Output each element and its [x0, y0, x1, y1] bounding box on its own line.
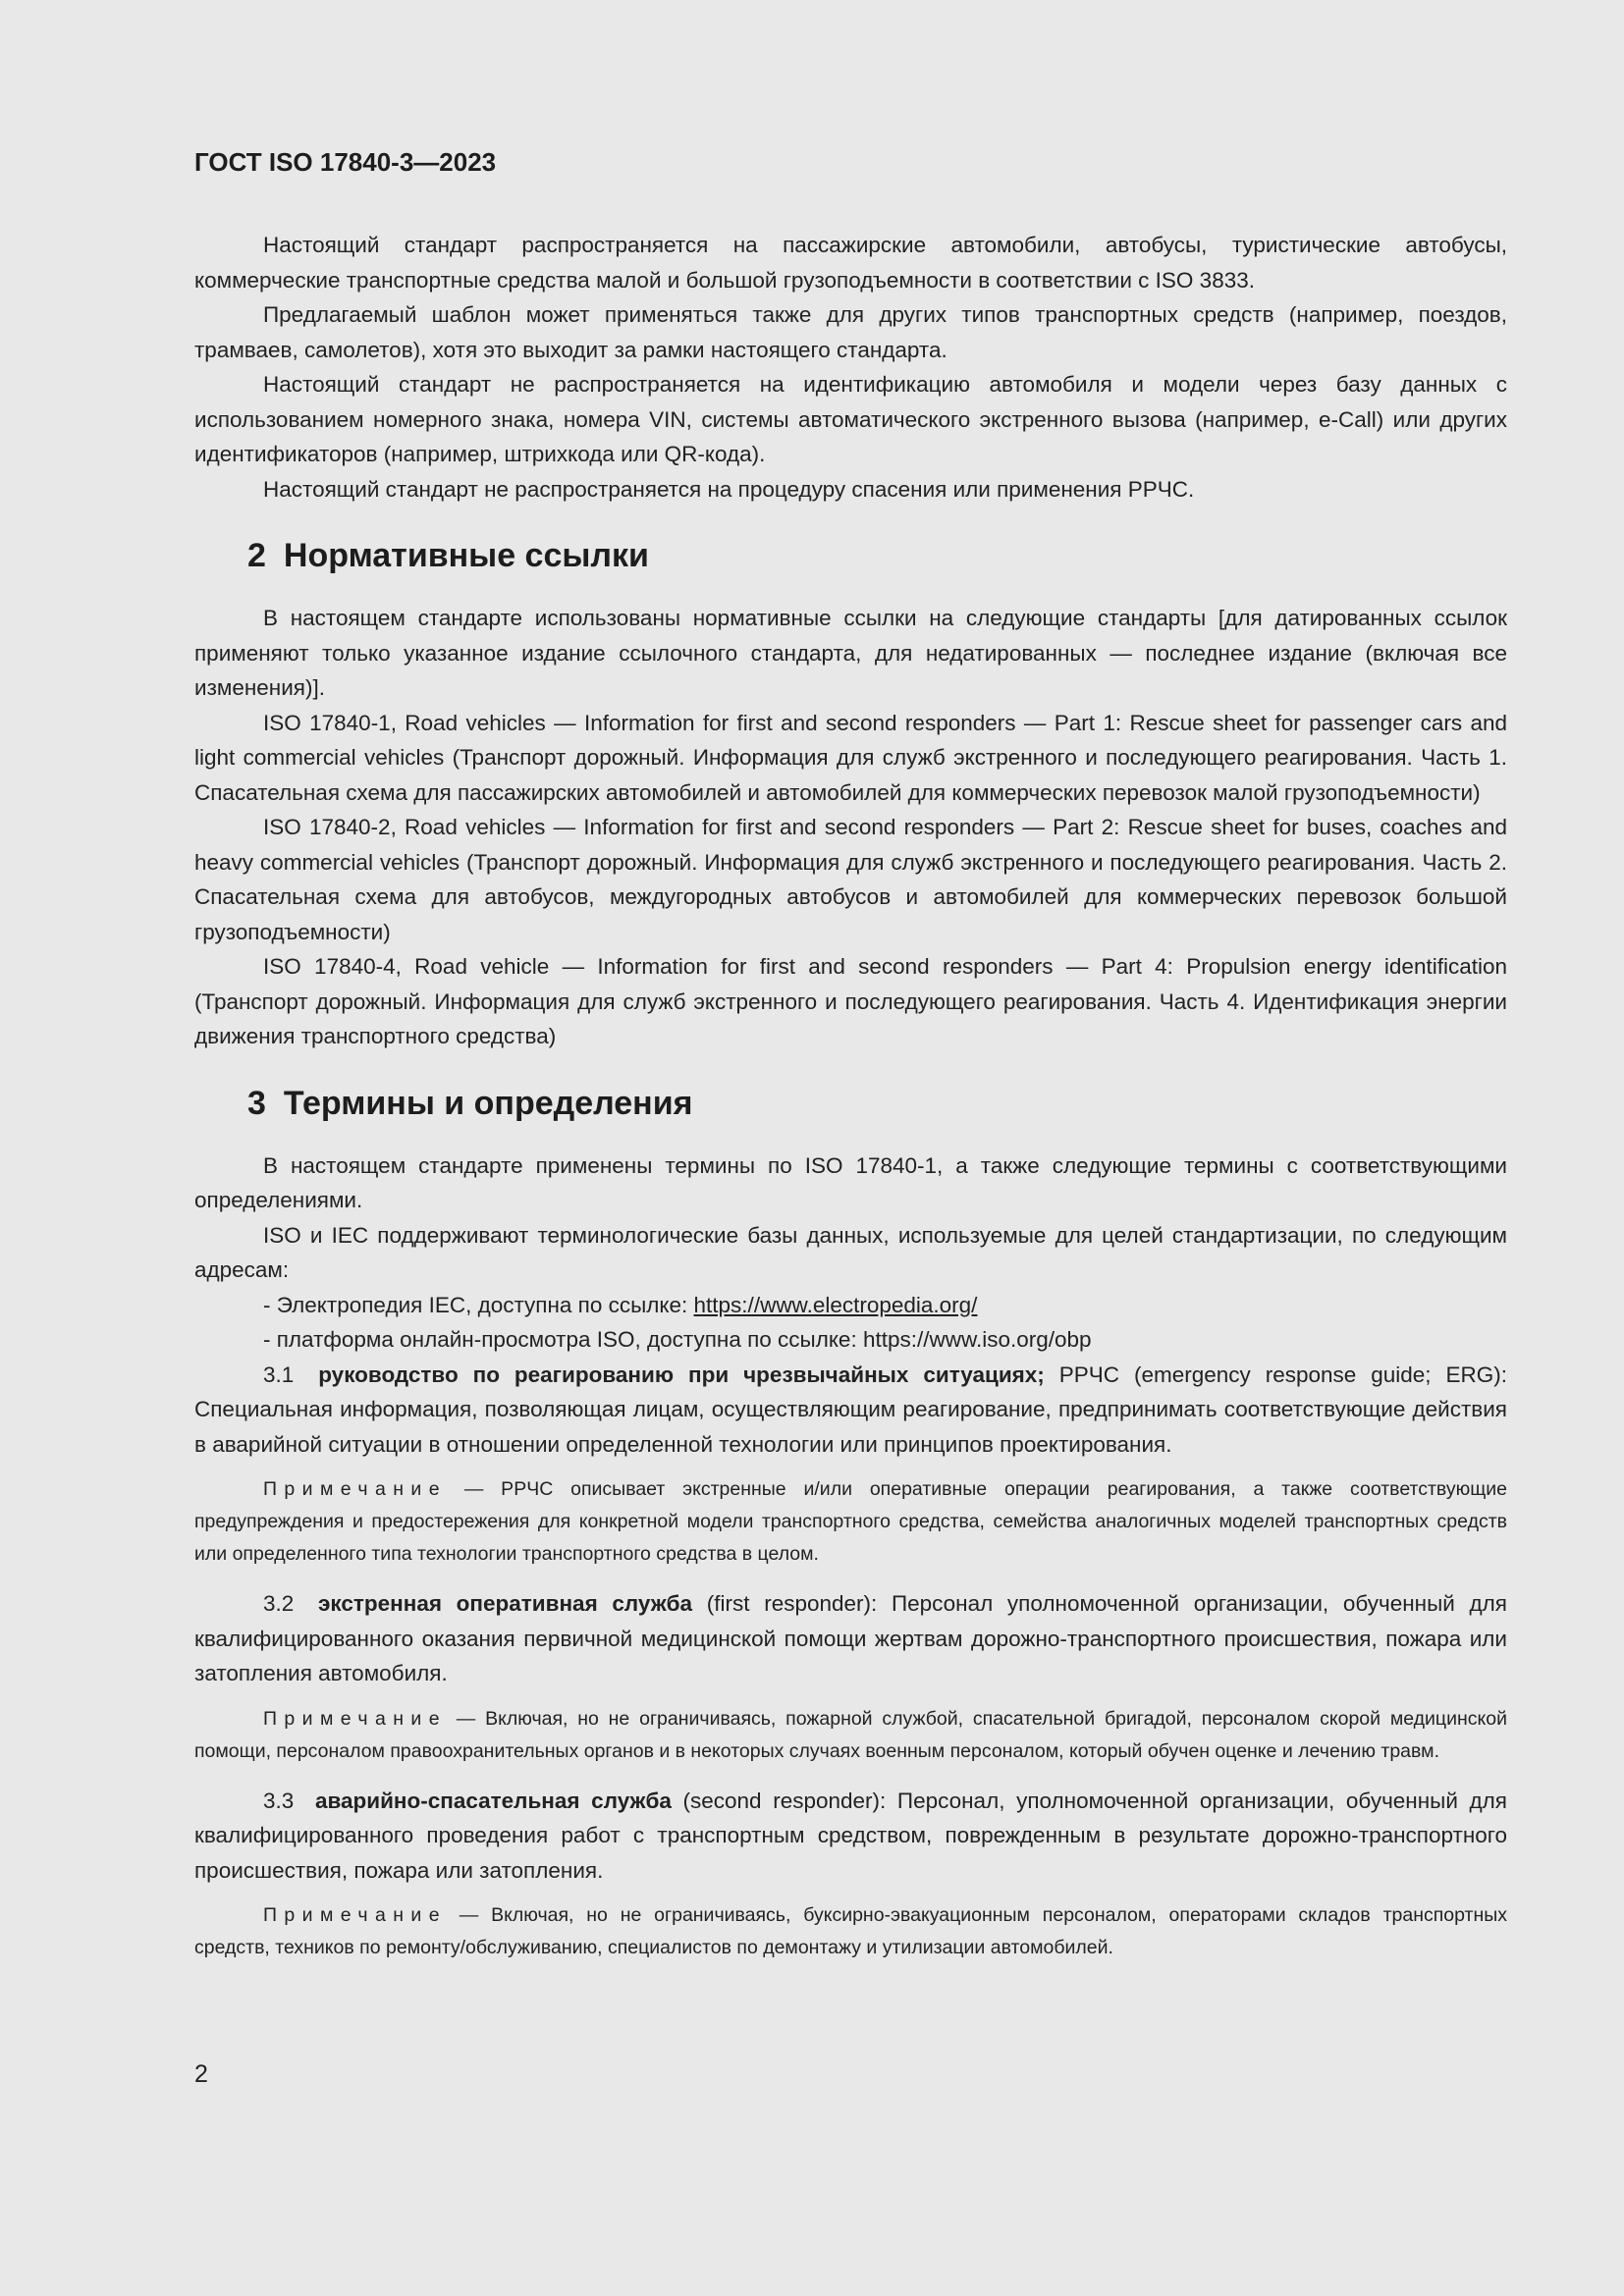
section-3-heading: [194, 1084, 1507, 1123]
term-title: аварийно-спасательная служба: [314, 1788, 672, 1813]
term-definition: РРЧС (emergency response guide; ERG): Специальная информация, позволяющая лицам, осуществляющим реагирование, предпринимать соответствующие действия в аварийной ситуации в отношении определенной технологии или принципов проектирования.: [194, 1362, 1507, 1457]
note-text: — Включая, но не ограничиваясь, пожарной службой, спасательной бригадой, персоналом скорой медицинской помощи, персоналом правоохранительных органов и в некоторых случаях военным персоналом, который обучен оценке и лечению травм.: [194, 1707, 1508, 1762]
iso-obp-link[interactable]: https://www.iso.org/obp: [862, 1327, 1092, 1352]
term-number: 3.3: [263, 1788, 295, 1813]
term-definition: (second responder): Персонал, уполномоченной организации, обученный для квалифицированного проведения работ с транспортным средством, поврежденным в результате дорожно-транспортного происшествия, пожара или затопления.: [194, 1788, 1507, 1883]
term-definition: (first responder): Персонал уполномоченной организации, обученный для квалифицированного оказания первичной медицинской помощи жертвам дорожно-транспортного происшествия, пожара или затопления автомобиля.: [194, 1591, 1507, 1685]
scope-paragraph-4: Настоящий стандарт не распространяется на процедуру спасения или применения РРЧС.: [263, 476, 1195, 502]
page-content: [194, 149, 1507, 1980]
term-number: 3.2: [263, 1591, 295, 1616]
reference-item-iso-17840-1: ISO 17840-1, Road vehicles — Information for first and second responders — Part 1: Rescue sheet for passenger cars and light commercial vehicles (Транспорт дорожный. Информация для служб экстренного и последующего реагирования. Часть 1. Спасательная схема для пассажирских автомобилей и автомобилей для коммерческих перевозок малой грузоподъемности): [194, 710, 1507, 805]
list-item-electropedia: [194, 1288, 1507, 1323]
scope-paragraph-3: Настоящий стандарт не распространяется на идентификацию автомобиля и модели через базу данных с использованием номерного знака, номера VIN, системы автоматического экстренного вызова (например, e-Call) или других идентификаторов (например, штрихкода или QR-кода).: [194, 372, 1507, 466]
term-3-1-note: [194, 1473, 1507, 1571]
section-2-heading: [194, 536, 1507, 575]
list-item-text: - платформа онлайн-просмотра ISO, доступна по ссылке:: [263, 1327, 863, 1352]
note-label: Примечание: [263, 1707, 447, 1730]
term-title: руководство по реагированию при чрезвычайных ситуациях;: [318, 1362, 1045, 1387]
running-header: ГОСТ ISO 17840-3—2023: [194, 147, 497, 177]
list-item-text: - Электропедия IEC, доступна по ссылке:: [263, 1292, 694, 1317]
note-text: — Включая, но не ограничиваясь, буксирно-эвакуационным персоналом, операторами складов транспортных средств, техников по ремонту/обслуживанию, специалистов по демонтажу и утилизации автомобилей.: [194, 1904, 1507, 1958]
term-title: экстренная оперативная служба: [317, 1591, 693, 1616]
terms-intro: В настоящем стандарте применены термины по ISO 17840-1, а также следующие термины с соответствующими определениями.: [194, 1152, 1507, 1212]
note-label: Примечание: [263, 1478, 447, 1500]
section-title: Термины и определения: [283, 1084, 693, 1122]
terminology-databases-intro: ISO и IEC поддерживают терминологические базы данных, используемые для целей стандартизации, по следующим адресам:: [194, 1222, 1507, 1282]
term-3-2-note: [194, 1703, 1507, 1768]
section-number: 3: [247, 1084, 266, 1122]
scope-paragraph-2: Предлагаемый шаблон может применяться также для других типов транспортных средств (например, поездов, трамваев, самолетов), хотя это выходит за рамки настоящего стандарта.: [194, 302, 1507, 362]
term-3-1: [194, 1358, 1507, 1463]
list-item-iso-obp: [194, 1322, 1507, 1358]
normative-references-intro: В настоящем стандарте использованы нормативные ссылки на следующие стандарты [для датированных ссылок применяют только указанное издание ссылочного стандарта, для недатированных — последнее издание (включая все изменения)].: [194, 606, 1507, 700]
note-text: — РРЧС описывает экстренные и/или оперативные операции реагирования, а также соответствующие предупреждения и предостережения для конкретной модели транспортного средства, семейства аналогичных моделей транспортных средств или определенного типа технологии транспортного средства в целом.: [194, 1478, 1507, 1565]
reference-item-iso-17840-4: ISO 17840-4, Road vehicle — Information for first and second responders — Part 4: Propulsion energy identification (Транспорт дорожный. Информация для служб экстренного и последующего реагирования. Часть 4. Идентификация энергии движения транспортного средства): [194, 954, 1507, 1048]
term-number: 3.1: [263, 1362, 295, 1387]
scope-paragraph-1: Настоящий стандарт распространяется на пассажирские автомобили, автобусы, туристические автобусы, коммерческие транспортные средства малой и большой грузоподъемности в соответствии с ISO 3833.: [194, 233, 1507, 293]
section-title: Нормативные ссылки: [283, 537, 649, 574]
term-3-3-note: [194, 1899, 1507, 1964]
electropedia-link[interactable]: https://www.electropedia.org/: [693, 1292, 978, 1317]
note-label: Примечание: [263, 1904, 447, 1926]
page-number: 2: [194, 2060, 208, 2088]
reference-item-iso-17840-2: ISO 17840-2, Road vehicles — Information for first and second responders — Part 2: Rescue sheet for buses, coaches and heavy commercial vehicles (Транспорт дорожный. Информация для служб экстренного и последующего реагирования. Часть 2. Спасательная схема для автобусов, междугородных автобусов и автомобилей для коммерческих перевозок большой грузоподъемности): [194, 815, 1507, 944]
section-number: 2: [247, 537, 266, 574]
term-3-2: [194, 1586, 1507, 1691]
term-3-3: [194, 1784, 1507, 1889]
